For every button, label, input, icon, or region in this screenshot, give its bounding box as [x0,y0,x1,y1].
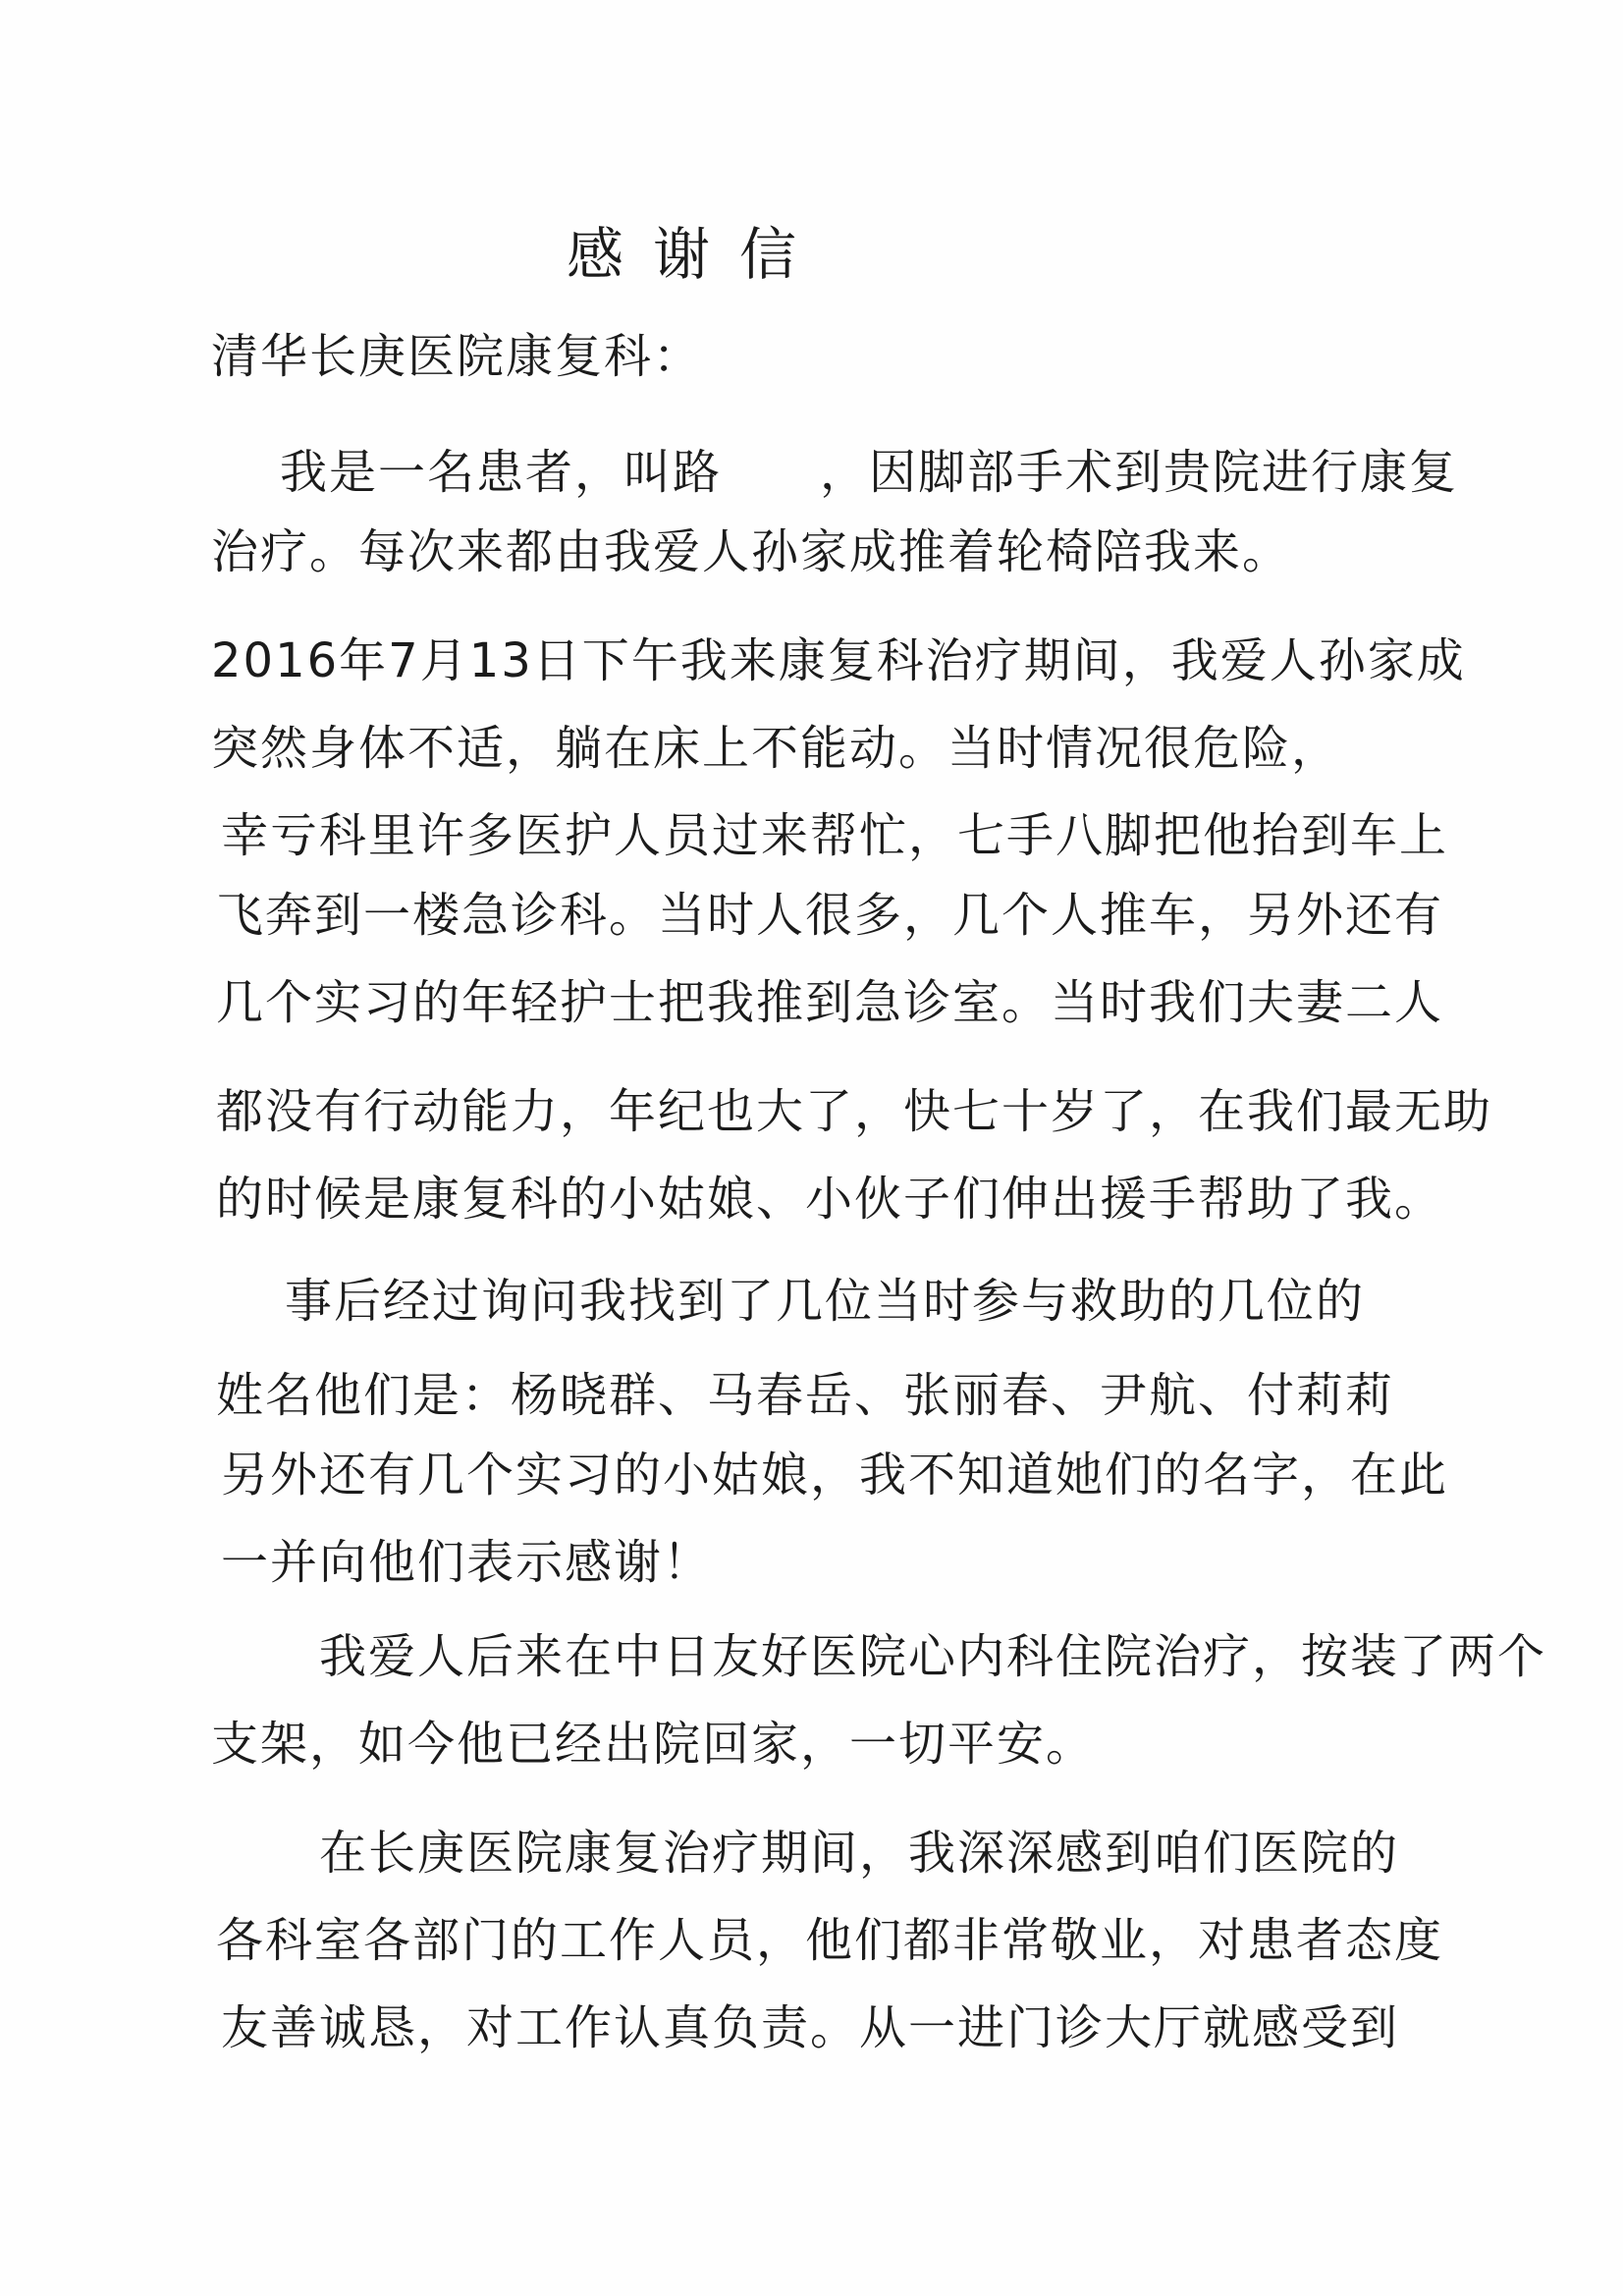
letter-line: 2016年7月13日下午我来康复科治疗期间，我爱人孙家成 [211,633,1466,688]
letter-line: 我是一名患者，叫路 ，因脚部手术到贵院进行康复 [280,445,1459,500]
letter-line: 的时候是康复科的小姑娘、小伙子们伸出援手帮助了我。 [216,1172,1444,1227]
letter-line: 飞奔到一楼急诊科。当时人很多，几个人推车，另外还有 [216,888,1444,943]
letter-line: 幸亏科里许多医护人员过来帮忙，七手八脚把他抬到车上 [221,808,1449,863]
letter-line: 几个实习的年轻护士把我推到急诊室。当时我们夫妻二人 [216,975,1444,1030]
letter-line: 各科室各部门的工作人员，他们都非常敬业，对患者态度 [216,1913,1444,1968]
letter-line: 姓名他们是：杨晓群、马春岳、张丽春、尹航、付莉莉 [216,1368,1395,1423]
letter-line: 我爱人后来在中日友好医院心内科住院治疗，按装了两个 [319,1629,1547,1684]
letter-line: 在长庚医院康复治疗期间，我深深感到咱们医院的 [319,1826,1400,1881]
letter-salutation: 清华长庚医院康复科： [211,329,703,384]
letter-line: 另外还有几个实习的小姑娘，我不知道她们的名字，在此 [221,1448,1449,1503]
letter-line: 都没有行动能力，年纪也大了，快七十岁了，在我们最无助 [216,1084,1493,1139]
letter-line: 治疗。每次来都由我爱人孙家成推着轮椅陪我来。 [211,524,1292,579]
letter-title: 感谢信 [567,221,827,288]
letter-line: 友善诚恳，对工作认真负责。从一进门诊大厅就感受到 [221,2000,1400,2055]
letter-line: 一并向他们表示感谢！ [221,1535,713,1590]
letter-line: 事后经过询问我找到了几位当时参与救助的几位的 [285,1274,1366,1329]
letter-line: 支架，如今他已经出院回家，一切平安。 [211,1717,1096,1772]
letter-line: 突然身体不适，躺在床上不能动。当时情况很危险， [211,721,1341,776]
